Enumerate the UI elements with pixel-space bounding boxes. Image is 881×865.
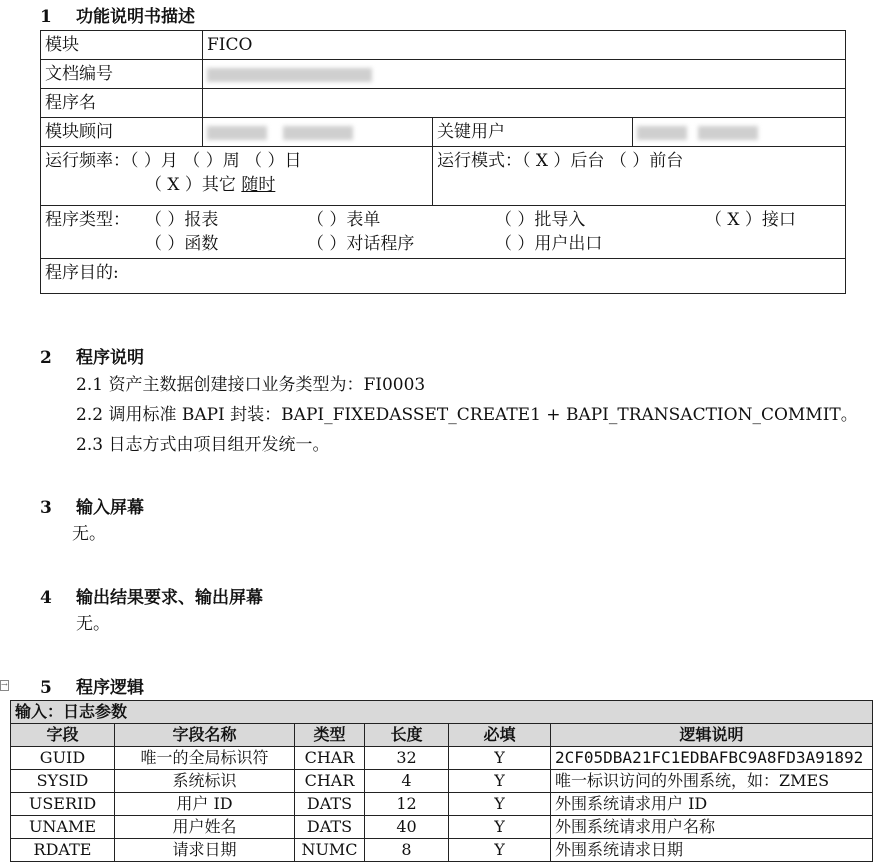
section-title: 程序逻辑 xyxy=(76,678,144,698)
field-cell: SYSID xyxy=(11,770,115,793)
table-row xyxy=(41,259,846,294)
section-title: 程序说明 xyxy=(76,348,144,368)
section-number: 1 xyxy=(40,7,52,27)
section-number: 3 xyxy=(40,498,52,518)
redacted-value xyxy=(283,126,353,140)
required-cell: Y xyxy=(449,793,551,816)
redacted-value xyxy=(698,126,758,140)
logic-cell: 外围系统请求日期 xyxy=(551,839,873,862)
type-cell: DATS xyxy=(295,816,365,839)
type-cell: DATS xyxy=(295,793,365,816)
column-header: 逻辑说明 xyxy=(551,724,873,747)
type-report: （ ）报表 xyxy=(145,210,219,230)
module-label: 模块 xyxy=(41,31,203,60)
module-value: FICO xyxy=(203,31,846,60)
length-cell: 40 xyxy=(365,816,449,839)
length-cell: 8 xyxy=(365,839,449,862)
section-4-heading xyxy=(40,583,263,608)
list-item: 2.1 资产主数据创建接口业务类型为：FI0003 xyxy=(76,375,426,395)
table-caption-row xyxy=(11,701,873,724)
table-row xyxy=(41,31,846,60)
section-title: 输出结果要求、输出屏幕 xyxy=(76,588,263,608)
table-row xyxy=(11,816,873,839)
column-header: 类型 xyxy=(295,724,365,747)
logic-cell: 唯一标识访问的外围系统，如：ZMES xyxy=(551,770,873,793)
table-row xyxy=(41,118,846,147)
section-1-heading xyxy=(40,2,195,27)
field-name-cell: 系统标识 xyxy=(115,770,295,793)
list-item: 2.3 日志方式由项目组开发统一。 xyxy=(76,435,330,455)
section-number: 4 xyxy=(40,588,52,608)
section-4-body: 无。 xyxy=(76,614,110,634)
required-cell: Y xyxy=(449,816,551,839)
required-cell: Y xyxy=(449,839,551,862)
table-row xyxy=(11,747,873,770)
field-name-cell: 唯一的全局标识符 xyxy=(115,747,295,770)
logic-cell: 2CF05DBA21FC1EDBAFBC9A8FD3A91892 xyxy=(551,747,873,770)
table-row xyxy=(11,770,873,793)
section-3-heading xyxy=(40,493,144,518)
field-name-cell: 用户姓名 xyxy=(115,816,295,839)
type-function: （ ）函数 xyxy=(145,234,219,254)
freq-other-label: （ X ）其它 xyxy=(145,175,236,195)
program-type-label: 程序类型： xyxy=(45,210,130,230)
program-name-value xyxy=(203,89,846,118)
logic-cell: 外围系统请求用户 ID xyxy=(551,793,873,816)
type-interface: （ X ）接口 xyxy=(705,210,796,230)
key-user-label: 关键用户 xyxy=(433,118,633,147)
table-row xyxy=(11,839,873,862)
table-row xyxy=(41,206,846,259)
field-cell: RDATE xyxy=(11,839,115,862)
redacted-value xyxy=(207,68,372,82)
logic-cell: 外围系统请求用户名称 xyxy=(551,816,873,839)
run-frequency-line1: 运行频率：（ ）月 （ ）周 （ ）日 xyxy=(45,151,302,171)
field-cell: GUID xyxy=(11,747,115,770)
key-user-value xyxy=(633,118,846,147)
log-params-table xyxy=(10,700,873,862)
type-user-exit: （ ）用户出口 xyxy=(495,234,603,254)
table-row xyxy=(41,60,846,89)
field-cell: USERID xyxy=(11,793,115,816)
field-cell: UNAME xyxy=(11,816,115,839)
column-header: 字段 xyxy=(11,724,115,747)
list-item: 2.2 调用标准 BAPI 封装：BAPI_FIXEDASSET_CREATE1 + BAPI_TRANSACTION_COMMIT。 xyxy=(76,405,858,425)
type-cell: NUMC xyxy=(295,839,365,862)
run-frequency xyxy=(41,147,433,206)
anchor-marker-icon: → xyxy=(1,680,8,689)
field-name-cell: 用户 ID xyxy=(115,793,295,816)
column-header: 字段名称 xyxy=(115,724,295,747)
section-3-body: 无。 xyxy=(72,524,106,544)
table-row xyxy=(11,793,873,816)
freq-other-value: 随时 xyxy=(241,175,276,195)
consultant-value xyxy=(203,118,433,147)
program-type xyxy=(41,206,846,259)
program-name-label: 程序名 xyxy=(41,89,203,118)
run-frequency-line2 xyxy=(45,173,428,197)
type-cell: CHAR xyxy=(295,770,365,793)
column-header: 长度 xyxy=(365,724,449,747)
required-cell: Y xyxy=(449,747,551,770)
type-cell: CHAR xyxy=(295,747,365,770)
run-mode: 运行模式：（ X ）后台 （ ）前台 xyxy=(433,147,846,206)
section-number: 5 xyxy=(40,678,52,698)
redacted-value xyxy=(207,126,267,140)
type-batch-import: （ ）批导入 xyxy=(495,210,586,230)
length-cell: 32 xyxy=(365,747,449,770)
section-number: 2 xyxy=(40,348,52,368)
section-title: 功能说明书描述 xyxy=(76,7,195,27)
length-cell: 12 xyxy=(365,793,449,816)
doc-no-label: 文档编号 xyxy=(41,60,203,89)
redacted-value xyxy=(637,126,687,140)
section-5-heading xyxy=(40,673,144,698)
field-name-cell: 请求日期 xyxy=(115,839,295,862)
section-title: 输入屏幕 xyxy=(76,498,144,518)
table-header-row xyxy=(11,724,873,747)
section-2-heading xyxy=(40,343,144,368)
table-caption: 输入：日志参数 xyxy=(11,701,873,724)
type-form: （ ）表单 xyxy=(307,210,381,230)
program-info-table xyxy=(40,30,846,294)
program-purpose: 程序目的: xyxy=(41,259,846,294)
doc-no-value xyxy=(203,60,846,89)
column-header: 必填 xyxy=(449,724,551,747)
table-row xyxy=(41,147,846,206)
type-dialog: （ ）对话程序 xyxy=(307,234,415,254)
required-cell: Y xyxy=(449,770,551,793)
length-cell: 4 xyxy=(365,770,449,793)
table-row xyxy=(41,89,846,118)
consultant-label: 模块顾问 xyxy=(41,118,203,147)
